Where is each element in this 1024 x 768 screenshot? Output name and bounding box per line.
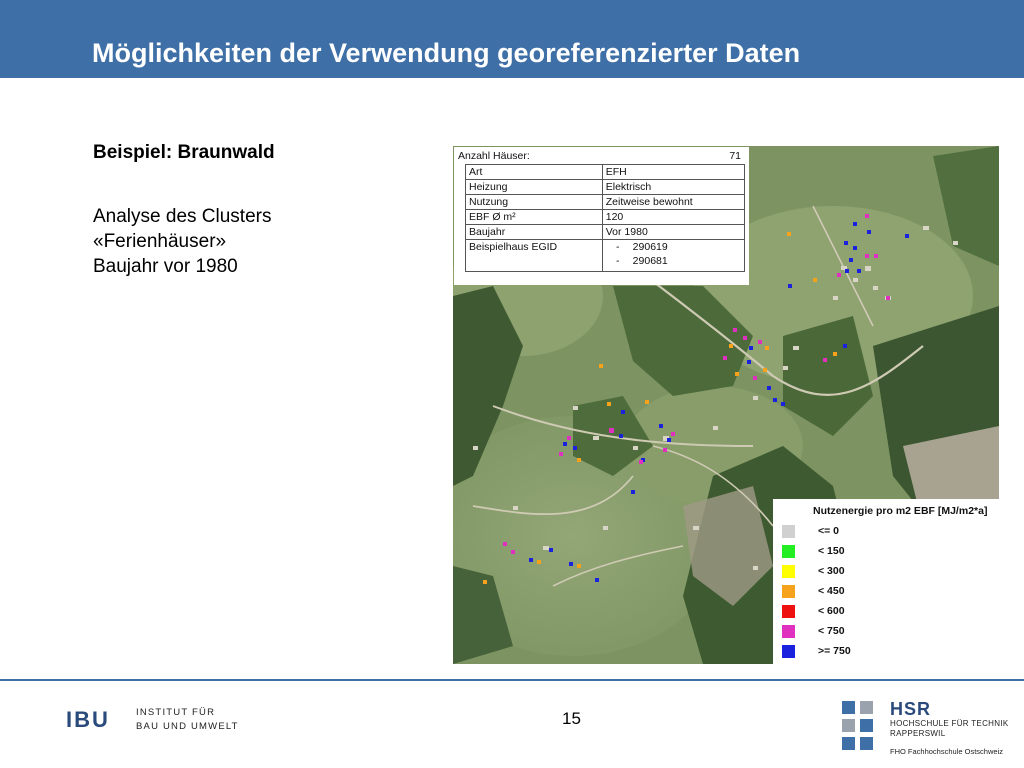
title-bar <box>0 0 1024 78</box>
legend-swatch <box>782 625 795 638</box>
legend-swatch <box>782 545 795 558</box>
ibu-line: BAU UND UMWELT <box>136 721 239 732</box>
hsr-logo-text <box>890 719 1008 739</box>
row-key: EBF Ø m² <box>466 210 603 225</box>
hsr-line: RAPPERSWIL <box>890 729 946 738</box>
footer-divider <box>0 679 1024 681</box>
ibu-logo-mark: IBU <box>66 707 110 732</box>
description-line: Baujahr vor 1980 <box>93 256 238 277</box>
table-row-egid <box>466 240 745 272</box>
house-count-label: Anzahl Häuser: <box>458 150 530 162</box>
egid-value: 290619 <box>632 241 668 253</box>
row-value: Elektrisch <box>602 180 744 195</box>
legend-title: Nutzenergie pro m2 EBF [MJ/m2*a] <box>813 505 988 517</box>
energy-legend <box>773 499 999 664</box>
ibu-logo <box>66 704 242 738</box>
slide-subtitle: Beispiel: Braunwald <box>93 142 275 163</box>
description-line: «Ferienhäuser» <box>93 231 227 252</box>
ibu-line: INSTITUT FÜR <box>136 707 216 718</box>
egid-value: 290681 <box>632 255 668 267</box>
slide-description <box>93 204 271 279</box>
row-value: Vor 1980 <box>602 225 744 240</box>
table-row <box>466 165 745 180</box>
hsr-logo <box>842 697 1012 759</box>
hsr-fho-text: FHO Fachhochschule Ostschweiz <box>890 747 1003 756</box>
house-count-value: 71 <box>729 150 741 162</box>
legend-swatch <box>782 605 795 618</box>
row-value: 120 <box>602 210 744 225</box>
egid-label: Beispielhaus EGID <box>466 240 603 272</box>
row-key: Heizung <box>466 180 603 195</box>
hsr-logo-name: HSR <box>890 699 932 719</box>
hsr-line: HOCHSCHULE FÜR TECHNIK <box>890 719 1009 728</box>
row-value: EFH <box>602 165 744 180</box>
row-key: Nutzung <box>466 195 603 210</box>
table-row <box>466 210 745 225</box>
table-row <box>466 225 745 240</box>
page-number: 15 <box>562 709 581 728</box>
table-row <box>466 180 745 195</box>
legend-swatch <box>782 525 795 538</box>
description-line: Analyse des Clusters <box>93 206 272 227</box>
row-key: Baujahr <box>466 225 603 240</box>
egid-values <box>602 240 744 272</box>
row-value: Zeitweise bewohnt <box>602 195 744 210</box>
legend-swatch <box>782 645 795 658</box>
legend-label: < 150 <box>818 545 845 557</box>
info-table-header <box>458 150 743 164</box>
info-grid <box>465 164 745 272</box>
egid-line <box>606 254 741 268</box>
ibu-logo-text <box>136 706 239 734</box>
legend-label: >= 750 <box>818 645 851 657</box>
legend-swatch <box>782 585 795 598</box>
legend-swatch <box>782 565 795 578</box>
house-info-table <box>454 147 749 285</box>
egid-dash: - <box>616 241 620 253</box>
table-row <box>466 195 745 210</box>
slide-title: Möglichkeiten der Verwendung georeferenzierter Daten <box>92 38 801 68</box>
legend-label: < 300 <box>818 565 845 577</box>
legend-label: < 450 <box>818 585 845 597</box>
egid-dash: - <box>616 255 620 267</box>
legend-label: < 600 <box>818 605 845 617</box>
legend-label: < 750 <box>818 625 845 637</box>
row-key: Art <box>466 165 603 180</box>
egid-line <box>606 240 741 254</box>
legend-label: <= 0 <box>818 525 840 537</box>
